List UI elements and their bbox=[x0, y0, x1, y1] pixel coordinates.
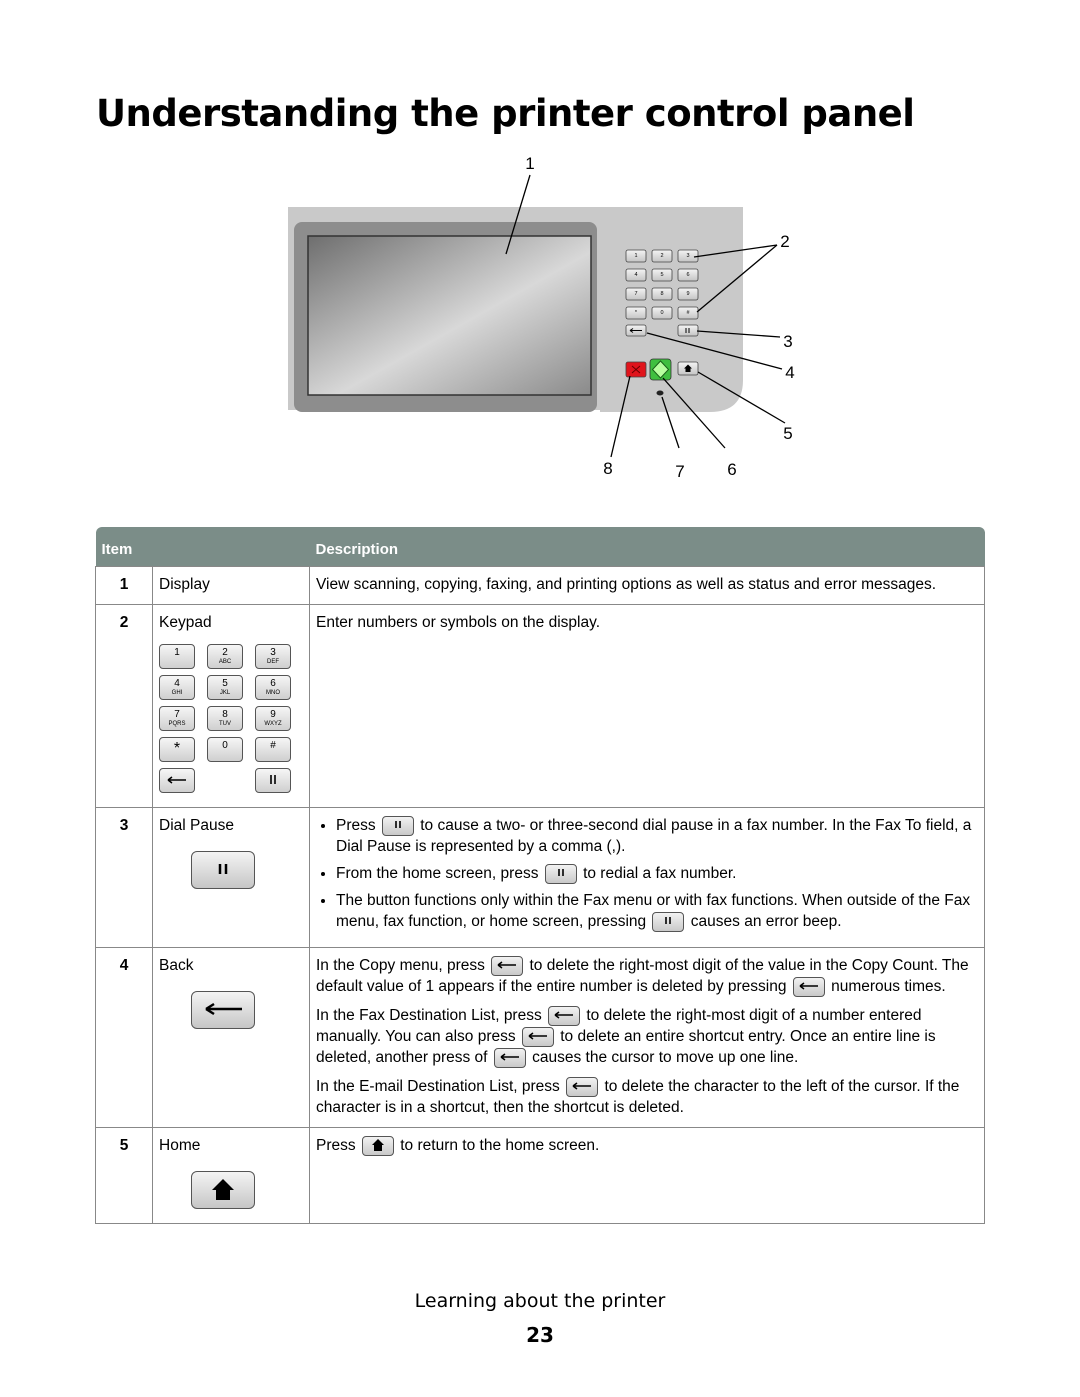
keypad-key bbox=[255, 706, 291, 731]
keypad-key-digit: 4 bbox=[174, 677, 180, 689]
list-item: • From the home screen, press to redial a fax number. bbox=[336, 864, 978, 885]
section-footer: Learning about the printer bbox=[414, 1290, 666, 1312]
keypad-illustration bbox=[159, 644, 303, 793]
table-row bbox=[96, 567, 985, 605]
keypad-row bbox=[159, 675, 303, 700]
keypad-key-letters: MNO bbox=[266, 689, 280, 696]
item-name: Home bbox=[159, 1136, 201, 1154]
keypad-key bbox=[255, 737, 291, 762]
back-arrow-icon bbox=[793, 977, 825, 997]
item-number: 5 bbox=[96, 1127, 153, 1223]
keypad-row bbox=[159, 737, 303, 762]
keypad-key-letters: PQRS bbox=[168, 720, 186, 727]
keypad-key bbox=[159, 737, 195, 762]
callout-5: 5 bbox=[783, 424, 793, 443]
keypad-key-digit: 5 bbox=[222, 677, 228, 689]
item-name: Keypad bbox=[159, 613, 212, 631]
keypad-key-letters: ABC bbox=[218, 658, 232, 665]
keypad-key bbox=[207, 706, 243, 731]
keypad-key-label: # bbox=[686, 310, 690, 316]
keypad-row bbox=[159, 768, 303, 793]
back-arrow-icon bbox=[491, 956, 523, 976]
pause-icon bbox=[191, 851, 255, 889]
keypad-key-label: 1 bbox=[634, 253, 638, 259]
keypad-key-letters: TUV bbox=[219, 720, 231, 727]
keypad-key-label: 8 bbox=[660, 291, 664, 297]
keypad-key-digit: # bbox=[270, 739, 276, 751]
keypad-key-digit: 8 bbox=[222, 708, 228, 720]
callout-6: 6 bbox=[727, 460, 737, 479]
table-row bbox=[96, 604, 985, 807]
callout-1: 1 bbox=[525, 154, 535, 173]
page-number: 23 bbox=[526, 1323, 554, 1347]
paragraph: In the E-mail Destination List, press to delete the character to the left of the cursor. If the character is in a shortcut, then the shortcut is deleted. bbox=[316, 1077, 960, 1116]
keypad-key-digit: 2 bbox=[222, 646, 228, 658]
items-table bbox=[95, 527, 985, 1224]
back-arrow-icon bbox=[494, 1048, 526, 1068]
keypad-key-digit: 9 bbox=[270, 708, 276, 720]
back-arrow-icon bbox=[548, 1006, 580, 1026]
keypad-key-label: 9 bbox=[686, 291, 690, 297]
item-number: 3 bbox=[96, 807, 153, 947]
table-row bbox=[96, 947, 985, 1127]
keypad-key-label: 4 bbox=[634, 272, 638, 278]
home-icon bbox=[362, 1136, 394, 1156]
keypad-key-digit: 6 bbox=[270, 677, 276, 689]
keypad-key bbox=[159, 675, 195, 700]
display-screen bbox=[308, 236, 591, 395]
keypad-key-label: 0 bbox=[660, 310, 664, 316]
keypad-key-label: 3 bbox=[686, 253, 690, 259]
keypad-key bbox=[159, 706, 195, 731]
keypad-key-letters: WXYZ bbox=[264, 720, 282, 727]
header-item: Item bbox=[96, 527, 310, 567]
keypad-key bbox=[207, 644, 243, 669]
list-item: • Press to cause a two- or three-second dial pause in a fax number. In the Fax To field, a Dial Pause is represented by a comma (,). bbox=[336, 816, 978, 858]
item-number: 2 bbox=[96, 604, 153, 807]
keypad-key-label: 2 bbox=[660, 253, 664, 259]
keypad-key bbox=[255, 644, 291, 669]
callout-7: 7 bbox=[675, 462, 685, 481]
keypad-key-digit: 3 bbox=[270, 646, 276, 658]
pause-icon bbox=[382, 816, 414, 836]
keypad-key bbox=[159, 644, 195, 669]
callout-8: 8 bbox=[603, 459, 613, 478]
keypad-key-letters: DEF bbox=[267, 658, 279, 665]
back-arrow-icon bbox=[566, 1077, 598, 1097]
item-name: Dial Pause bbox=[159, 816, 234, 834]
table-row: 5 Home Press to return to the home screen. bbox=[96, 1127, 985, 1223]
keypad-key-label: 5 bbox=[660, 272, 664, 278]
callout-3: 3 bbox=[783, 332, 793, 351]
pause-icon bbox=[652, 912, 684, 932]
keypad-key bbox=[207, 675, 243, 700]
keypad-key-digit: 7 bbox=[174, 708, 180, 720]
pause-key bbox=[678, 325, 698, 336]
back-arrow-icon bbox=[159, 768, 195, 793]
keypad-row bbox=[159, 706, 303, 731]
paragraph: In the Fax Destination List, press to delete the right-most digit of a number entered manually. You can also press to delete an entire shortcut entry. Once an entire line is deleted, another press of causes the cursor to move up one line. bbox=[316, 1006, 936, 1066]
paragraph: In the Copy menu, press to delete the right-most digit of the value in the Copy Count. The default value of 1 appears if the entire number is deleted by pressing numerous times. bbox=[316, 956, 969, 995]
keypad-key-label: 7 bbox=[634, 291, 638, 297]
back-arrow-icon bbox=[522, 1027, 554, 1047]
keypad-row bbox=[159, 644, 303, 669]
pause-icon bbox=[255, 768, 291, 793]
item-number: 1 bbox=[96, 567, 153, 605]
pause-icon bbox=[545, 864, 577, 884]
keypad-key-digit: 1 bbox=[174, 646, 180, 658]
item-description: Enter numbers or symbols on the display. bbox=[310, 604, 985, 807]
control-panel-figure bbox=[280, 150, 800, 490]
keypad-key-label: * bbox=[634, 310, 638, 316]
keypad-key-label: 6 bbox=[686, 272, 690, 278]
keypad-key-letters: GHI bbox=[171, 689, 183, 696]
item-name: Back bbox=[159, 956, 194, 974]
header-description: Description bbox=[310, 527, 985, 567]
item-description: View scanning, copying, faxing, and printing options as well as status and error messages. bbox=[310, 567, 985, 605]
indicator-light bbox=[657, 391, 664, 396]
keypad-key-digit: 0 bbox=[222, 739, 228, 751]
page-title: Understanding the printer control panel bbox=[96, 92, 915, 135]
table-row bbox=[96, 807, 985, 947]
keypad-key-digit: * bbox=[173, 739, 181, 757]
keypad-key-letters: JKL bbox=[219, 689, 231, 696]
list-item: • The button functions only within the Fax menu or with fax functions. When outside of the Fax menu, fax function, or home screen, pressing causes an error beep. bbox=[336, 891, 978, 933]
callout-4: 4 bbox=[785, 363, 795, 382]
item-name: Display bbox=[153, 567, 310, 605]
item-number: 4 bbox=[96, 947, 153, 1127]
home-icon bbox=[191, 1171, 255, 1209]
keypad-key bbox=[255, 675, 291, 700]
callout-2: 2 bbox=[780, 232, 790, 251]
back-arrow-icon bbox=[191, 991, 255, 1029]
keypad-key bbox=[207, 737, 243, 762]
